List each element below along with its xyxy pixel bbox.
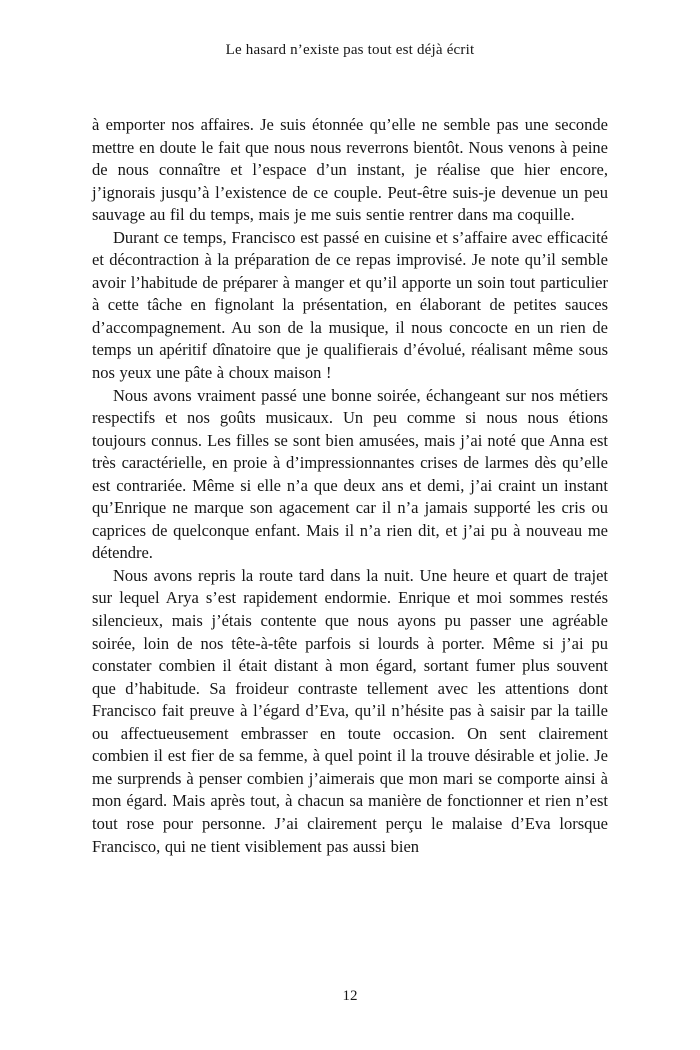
running-head: Le hasard n’existe pas tout est déjà écrit: [225, 42, 475, 58]
page-number: 12: [342, 988, 358, 1004]
page-body: [92, 114, 608, 858]
paragraph: Durant ce temps, Francisco est passé en cuisine et s’affaire avec efficacité et décontraction à la préparation de ce repas improvisé. Je note qu’il semble avoir l’habitude de préparer à manger et qu’il apporte un soin tout particulier à cette tâche en fignolant la présentation, en élaborant de petites sauces d’accompagnement. Au son de la musique, il nous concocte en un rien de temps un apéritif dînatoire que je qualifierais d’évolué, réalisant même sous nos yeux une pâte à choux maison !: [92, 227, 608, 383]
paragraph: Nous avons repris la route tard dans la nuit. Une heure et quart de trajet sur lequel Arya s’est rapidement endormie. Enrique et moi sommes restés silencieux, mais j’étais contente que nous ayons pu passer une agréable soirée, loin de nos tête-à-tête parfois si lourds à porter. Même si j’ai pu constater combien il était distant à mon égard, sortant fumer plus souvent que d’habitude. Sa froideur contraste tellement avec les attentions dont Francisco fait preuve à l’égard d’Eva, qu’il n’hésite pas à saisir par la taille ou affectueusement embrasser en toute occasion. On sent clairement combien il est fier de sa femme, à quel point il la trouve désirable et jolie. Je me surprends à penser combien j’aimerais que mon mari se comporte ainsi à mon égard. Mais après tout, à chacun sa manière de fonctionner et rien n’est tout rose pour personne. J’ai clairement perçu le malaise d’Eva lorsque Francisco, qui ne tient visiblement pas aussi bien: [92, 565, 608, 856]
paragraph: à emporter nos affaires. Je suis étonnée qu’elle ne semble pas une seconde mettre en doute le fait que nous nous reverrons bientôt. Nous venons à peine de nous connaître et l’espace d’un instant, je réalise que hier encore, j’ignorais jusqu’à l’existence de ce couple. Peut-être suis-je devenue un peu sauvage au fil du temps, mais je me suis sentie rentrer dans ma coquille.: [92, 115, 608, 225]
paragraph: Nous avons vraiment passé une bonne soirée, échangeant sur nos métiers respectifs et nos goûts musicaux. Un peu comme si nous nous étions toujours connus. Les filles se sont bien amusées, mais j’ai noté que Anna est très caractérielle, en proie à d’impressionnantes crises de larmes dès qu’elle est contrariée. Même si elle n’a que deux ans et demi, j’ai craint un instant qu’Enrique ne marque son agacement car il n’a jamais supporté les cris ou caprices de quelconque enfant. Mais il n’a rien dit, et j’ai pu à nouveau me détendre.: [92, 385, 608, 563]
